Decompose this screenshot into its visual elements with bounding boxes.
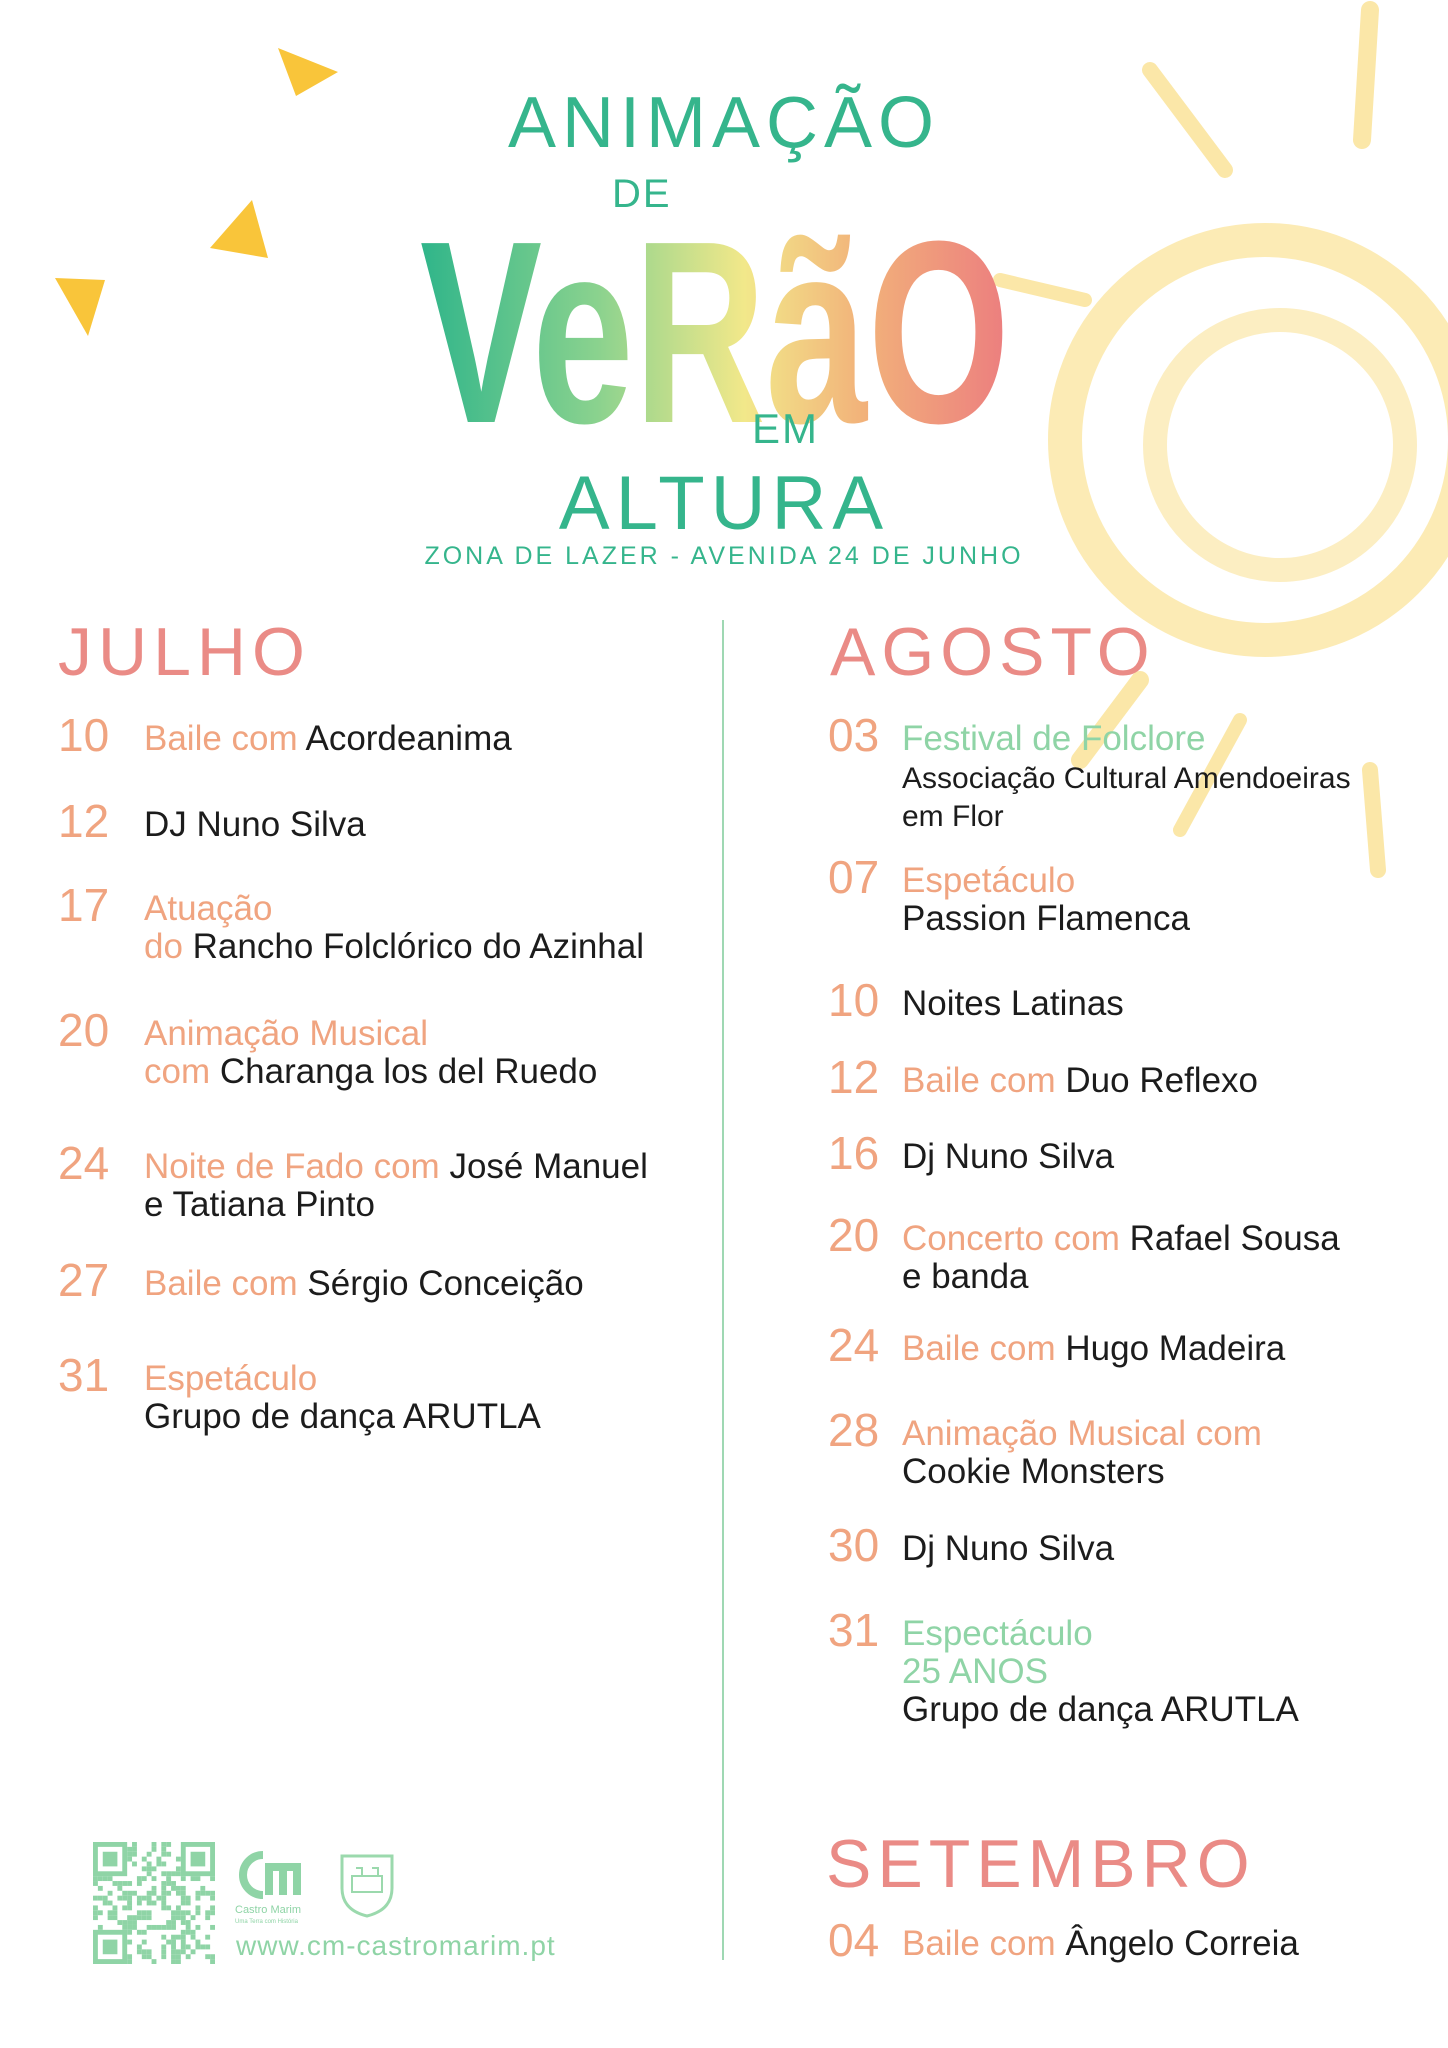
event-type: Baile com (902, 1924, 1066, 1963)
column-divider (722, 620, 724, 1960)
event-performer: em Flor (902, 800, 1004, 833)
event-line (902, 1415, 1262, 1453)
event-line (902, 862, 1190, 900)
event-type: com (144, 1052, 220, 1091)
event-line (144, 1053, 597, 1091)
event-performer: e Tatiana Pinto (144, 1185, 375, 1224)
event-performer: José Manuel (449, 1147, 648, 1186)
event-day: 03 (828, 709, 880, 761)
event-line (144, 1360, 541, 1398)
event-line (902, 900, 1190, 938)
event-day: 10 (828, 974, 880, 1026)
event-performer: Ângelo Correia (1065, 1924, 1299, 1963)
event-day: 31 (828, 1604, 880, 1656)
event-day: 27 (58, 1254, 110, 1306)
event-day: 10 (58, 709, 110, 761)
title-de: DE (612, 172, 672, 216)
event-performer: Charanga los del Ruedo (219, 1052, 598, 1091)
event-day: 12 (58, 795, 110, 847)
logo-name: Castro Marim (235, 1904, 302, 1916)
event-line (902, 1691, 1299, 1729)
event-type: Espetáculo (144, 1359, 318, 1398)
event-performer: Cookie Monsters (902, 1452, 1165, 1491)
event-day: 17 (58, 879, 110, 931)
event-day: 20 (828, 1209, 880, 1261)
event-line (902, 985, 1124, 1023)
event-type: Festival de Folclore (902, 719, 1206, 758)
event-performer: ARUTLA (402, 1397, 541, 1436)
event-line (902, 796, 1351, 834)
event-performer: Sérgio Conceição (307, 1264, 584, 1303)
event-performer: Grupo de dança (144, 1397, 403, 1436)
event-line (902, 1220, 1340, 1258)
website-link[interactable]: www.cm-castromarim.pt (236, 1930, 556, 1961)
event-day: 07 (828, 851, 880, 903)
event-performer: Duo Reflexo (1065, 1061, 1259, 1100)
event-day: 12 (828, 1051, 880, 1103)
event-day: 24 (828, 1319, 880, 1371)
event-performer: DJ Nuno Silva (144, 805, 366, 844)
event-performer: Rafael Sousa (1129, 1219, 1340, 1258)
event-performer: Passion Flamenca (902, 899, 1190, 938)
event-type: Espetáculo (902, 861, 1076, 900)
event-line (902, 758, 1351, 796)
event-day: 20 (58, 1004, 110, 1056)
event-line (144, 1265, 584, 1303)
title-animacao: ANIMAÇÃO (507, 83, 941, 163)
qr-code-icon (93, 1842, 215, 1964)
event-line (902, 1258, 1340, 1296)
title-em: EM (752, 405, 819, 452)
event-line (902, 1925, 1299, 1963)
event-type: Noite de Fado com (144, 1147, 450, 1186)
event-day: 16 (828, 1127, 880, 1179)
event-type: Baile com (144, 1264, 308, 1303)
event-day: 31 (58, 1349, 110, 1401)
event-type: Animação Musical com (902, 1414, 1262, 1453)
month-agosto: AGOSTO (830, 614, 1156, 690)
event-type: Animação Musical (144, 1014, 428, 1053)
event-line (144, 1148, 648, 1186)
event-type: Atuação (144, 889, 273, 928)
subtitle-location: ZONA DE LAZER - AVENIDA 24 DE JUNHO (424, 542, 1024, 570)
event-day: 28 (828, 1404, 880, 1456)
event-type: 25 ANOS (902, 1652, 1048, 1691)
event-line (144, 1398, 541, 1436)
event-line (144, 806, 366, 844)
event-performer: Acordeanima (305, 719, 512, 758)
event-type: Baile com (144, 719, 306, 758)
title-verao: VeRãO (420, 188, 1010, 460)
event-performer: Dj Nuno Silva (902, 1137, 1115, 1176)
event-type: do (144, 927, 193, 966)
title-verao-wordmark (420, 160, 1020, 460)
event-performer: Hugo Madeira (1065, 1329, 1286, 1368)
event-performer: ARUTLA (1160, 1690, 1299, 1729)
event-day: 30 (828, 1519, 880, 1571)
event-line (902, 1453, 1262, 1491)
event-day: 04 (828, 1914, 880, 1966)
event-line (902, 1653, 1299, 1691)
month-julho: JULHO (58, 614, 311, 690)
event-line (144, 720, 512, 758)
event-line (144, 1186, 648, 1224)
event-type: Espectáculo (902, 1614, 1093, 1653)
event-line (144, 1015, 597, 1053)
event-line (902, 1530, 1114, 1568)
event-type: Baile com (902, 1329, 1066, 1368)
event-type: Baile com (902, 1061, 1066, 1100)
logo-tagline: Uma Terra com História (235, 1919, 298, 1925)
title-altura: ALTURA (558, 461, 890, 546)
event-line (902, 1138, 1114, 1176)
event-performer: Associação Cultural Amendoeiras (902, 762, 1351, 795)
month-setembro: SETEMBRO (826, 1826, 1256, 1902)
event-performer: e banda (902, 1257, 1029, 1296)
event-line (902, 1330, 1285, 1368)
event-line (902, 720, 1351, 758)
event-performer: Dj Nuno Silva (902, 1529, 1115, 1568)
castro-marim-logo-icon (233, 1845, 323, 1925)
event-performer: Grupo de dança (902, 1690, 1161, 1729)
event-line (144, 928, 644, 966)
event-line (144, 890, 644, 928)
event-type: Concerto com (902, 1219, 1130, 1258)
municipal-crest-icon (334, 1848, 400, 1920)
event-line (902, 1062, 1258, 1100)
event-performer: Rancho Folclórico do Azinhal (192, 927, 645, 966)
event-performer: Noites Latinas (902, 984, 1124, 1023)
event-day: 24 (58, 1137, 110, 1189)
event-line (902, 1615, 1299, 1653)
